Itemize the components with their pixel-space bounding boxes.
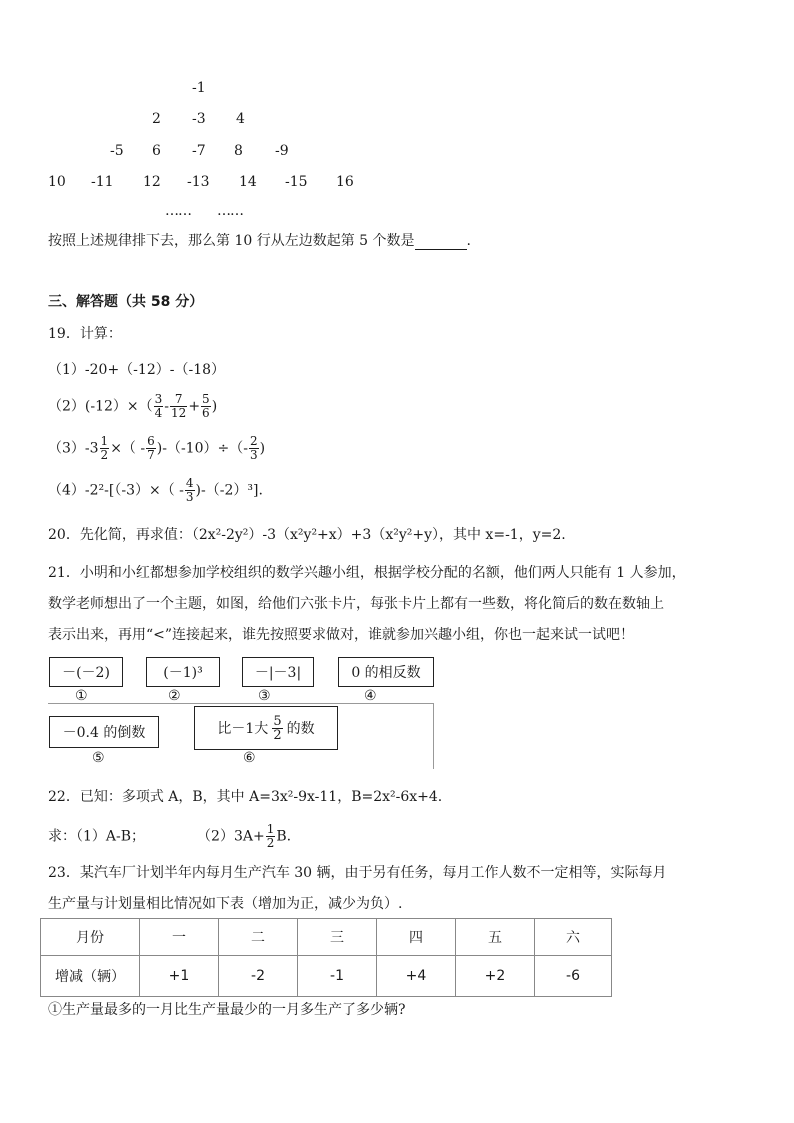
fraction: [266, 823, 276, 850]
fraction: [185, 477, 195, 504]
numerator: 7: [170, 393, 187, 407]
table-cell: 五: [456, 919, 535, 956]
q19-part2-suffix: ): [211, 398, 218, 415]
q20-question: 20．先化简，再求值：（2x²-2y²）-3（x²y²+x）+3（x²y²+y），其中 x=-1，y=2.: [48, 527, 566, 543]
number-card: 0 的相反数: [338, 657, 434, 687]
denominator: 2: [100, 448, 109, 462]
denominator: 4: [154, 406, 163, 420]
number-card: (－1)³: [146, 657, 220, 687]
q18-question: [48, 230, 471, 250]
denominator: 3: [185, 490, 194, 504]
number-card: －|－3|: [242, 657, 314, 687]
triangle-cell: 2: [152, 111, 161, 127]
q19-part3-mid: ×（ -: [110, 440, 146, 457]
fraction: [201, 393, 211, 420]
q19-part4-prefix: （4）-2²-[（-3）×（ -: [48, 482, 184, 499]
card-number: ④: [364, 688, 377, 704]
card-number: ③: [258, 688, 271, 704]
number-card: －0.4 的倒数: [49, 716, 159, 748]
q19-part2: [48, 393, 217, 420]
card-number: ①: [75, 688, 88, 704]
table-cell: 三: [298, 919, 377, 956]
denominator: 3: [249, 448, 258, 462]
operator: -: [164, 398, 170, 415]
card-number: ⑤: [92, 750, 105, 766]
triangle-cell: 4: [236, 111, 245, 127]
triangle-ellipsis: ……: [165, 203, 191, 219]
q22-part2: （2）3A+: [197, 828, 265, 845]
triangle-cell: -3: [192, 111, 206, 127]
numerator: 2: [249, 434, 258, 448]
numerator: 1: [100, 434, 109, 448]
q21-line: 21．小明和小红都想参加学校组织的数学兴趣小组，根据学校分配的名额，他们两人只能有 1 人参加，: [48, 565, 686, 581]
table-cell: 月份: [41, 919, 140, 956]
numerator: 5: [273, 713, 282, 729]
table-cell: 二: [219, 919, 298, 956]
triangle-ellipsis: ……: [217, 203, 243, 219]
table-cell: -1: [298, 956, 377, 997]
triangle-cell: -9: [275, 143, 289, 159]
figure-frame-line: [433, 703, 434, 769]
q19-part4: [48, 477, 263, 504]
section-title: 三、解答题（共 58 分）: [48, 294, 204, 310]
table-cell: +1: [140, 956, 219, 997]
triangle-cell: 16: [336, 174, 354, 190]
table-cell: 增减（辆）: [41, 956, 140, 997]
triangle-cell: -15: [285, 174, 308, 190]
numerator: 1: [266, 822, 275, 836]
fraction: [170, 393, 187, 420]
q19-title: 19．计算：: [48, 326, 122, 342]
q19-part3-suffix: ): [259, 440, 266, 457]
numerator: 5: [202, 392, 210, 406]
table-cell: -6: [535, 956, 612, 997]
triangle-cell: -7: [192, 143, 206, 159]
table-cell: +2: [456, 956, 535, 997]
triangle-cell: 12: [143, 174, 161, 190]
triangle-cell: 10: [48, 174, 66, 190]
denominator: 6: [202, 406, 210, 420]
q19-part4-suffix: )-（-2）³].: [195, 482, 263, 499]
q23-subquestion: ①生产量最多的一月比生产量最少的一月多生产了多少辆?: [48, 1002, 406, 1018]
q22-line: [48, 823, 291, 850]
triangle-cell: 8: [234, 143, 243, 159]
number-card: －(－2): [49, 657, 123, 687]
q22-line: 22．已知：多项式 A，B，其中 A=3x²-9x-11，B=2x²-6x+4.: [48, 789, 443, 805]
denominator: 7: [147, 448, 155, 462]
answer-blank: [415, 235, 467, 250]
q18-text: 按照上述规律排下去，那么第 10 行从左边数起第 5 个数是: [48, 233, 415, 249]
card-text: 的数: [286, 721, 315, 737]
triangle-cell: 14: [239, 174, 257, 190]
numerator: 6: [147, 434, 155, 448]
q18-end: .: [466, 233, 471, 249]
fraction: [272, 715, 282, 742]
triangle-cell: -1: [192, 80, 206, 96]
table-cell: 四: [377, 919, 456, 956]
table-cell: 一: [140, 919, 219, 956]
q21-line: 表示出来，再用“<”连接起来，谁先按照要求做对，谁就参加兴趣小组，你也一起来试一试吧！: [48, 627, 635, 643]
fraction: [100, 435, 110, 462]
card-number: ⑥: [243, 750, 256, 766]
numerator: 4: [185, 476, 194, 490]
triangle-cell: -11: [91, 174, 114, 190]
table-cell: +4: [377, 956, 456, 997]
number-card: [194, 706, 338, 750]
fraction: [249, 435, 259, 462]
operator: +: [188, 398, 201, 415]
q23-line: 23．某汽车厂计划半年内每月生产汽车 30 辆，由于另有任务，每月工作人数不一定相等，实际每月: [48, 865, 667, 881]
q19-part3: [48, 435, 265, 462]
q19-part2-prefix: （2）(-12）×（: [48, 398, 153, 415]
q22-part2-end: B.: [276, 828, 292, 845]
production-table: [40, 918, 612, 997]
denominator: 12: [171, 406, 187, 420]
triangle-cell: -5: [110, 143, 124, 159]
q21-line: 数学老师想出了一个主题，如图，给他们六张卡片，每张卡片上都有一些数，将化简后的数在数轴上: [48, 596, 664, 612]
table-row: [41, 956, 612, 997]
q19-part3-prefix: （3）-3: [48, 440, 99, 457]
q19-part3-mid2: )-（-10）÷（-: [156, 440, 248, 457]
fraction: [154, 393, 164, 420]
q23-line: 生产量与计划量相比情况如下表（增加为正，减少为负）.: [48, 896, 403, 912]
fraction: [146, 435, 156, 462]
table-cell: -2: [219, 956, 298, 997]
numerator: 3: [154, 392, 163, 406]
table-header-row: [41, 919, 612, 956]
denominator: 2: [266, 836, 275, 850]
card-number: ②: [168, 688, 181, 704]
triangle-cell: -13: [187, 174, 210, 190]
triangle-cell: 6: [152, 143, 161, 159]
q19-part1: （1）-20+（-12）-（-18）: [48, 362, 226, 378]
card-text: 比－1大: [217, 721, 269, 737]
table-cell: 六: [535, 919, 612, 956]
q22-part1: 求：（1）A-B；: [48, 828, 146, 845]
denominator: 2: [273, 727, 282, 743]
